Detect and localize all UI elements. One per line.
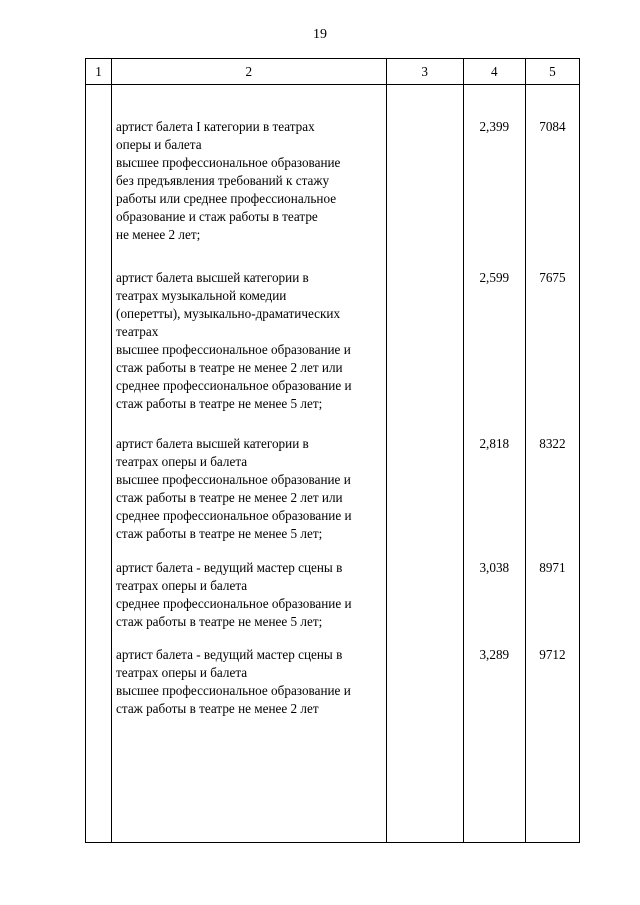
coefficient-cell bbox=[463, 85, 525, 843]
position-entry bbox=[112, 118, 386, 269]
column-header-1: 1 bbox=[86, 59, 112, 85]
coefficient-entry bbox=[464, 559, 525, 646]
column-header-3: 3 bbox=[386, 59, 463, 85]
salary-entry bbox=[526, 559, 579, 646]
position-entry bbox=[112, 559, 386, 646]
salary-cell bbox=[525, 85, 579, 843]
coefficient-value: 2,399 bbox=[479, 119, 510, 134]
salary-value: 7675 bbox=[539, 270, 566, 285]
coefficient-entry bbox=[464, 435, 525, 559]
salary-value: 8971 bbox=[539, 560, 566, 575]
table-body-row bbox=[86, 85, 580, 843]
salary-entry bbox=[526, 435, 579, 559]
salary-value: 7084 bbox=[539, 119, 566, 134]
position-entry bbox=[112, 646, 386, 736]
salary-entry bbox=[526, 646, 579, 736]
position-description: артист балета - ведущий мастер сцены в театрах оперы и балета высшее профессиональное образование и стаж работы в театре не менее 2 лет bbox=[116, 647, 351, 716]
salary-entry bbox=[526, 269, 579, 435]
salary-value: 9712 bbox=[539, 647, 566, 662]
column-header-5: 5 bbox=[525, 59, 579, 85]
coefficient-value: 2,818 bbox=[479, 436, 510, 451]
coefficient-value: 3,289 bbox=[479, 647, 510, 662]
coefficient-entry bbox=[464, 646, 525, 736]
position-entry bbox=[112, 435, 386, 559]
coefficient-value: 2,599 bbox=[479, 270, 510, 285]
table-header-row bbox=[86, 59, 580, 85]
coefficient-entry bbox=[464, 118, 525, 269]
salary-entry bbox=[526, 118, 579, 269]
position-description: артист балета - ведущий мастер сцены в театрах оперы и балета среднее профессиональное образование и стаж работы в театре не менее 5 лет; bbox=[116, 560, 352, 629]
position-description: артист балета высшей категории в театрах оперы и балета высшее профессиональное образование и стаж работы в театре не менее 2 лет или среднее профессиональное образование и стаж работы в театре не менее 5 лет; bbox=[116, 436, 352, 541]
salary-value: 8322 bbox=[539, 436, 566, 451]
column-3-cell bbox=[386, 85, 463, 843]
position-entry bbox=[112, 269, 386, 435]
page-number: 19 bbox=[313, 27, 327, 42]
description-cell bbox=[112, 85, 387, 843]
position-description: артист балета высшей категории в театрах музыкальной комедии (оперетты), музыкально-драматических театрах высшее профессиональное образование и стаж работы в театре не менее 2 лет или среднее профессиональное образование и стаж работы в театре не менее 5 лет; bbox=[116, 270, 352, 411]
salary-table bbox=[85, 58, 580, 843]
column-1-cell bbox=[86, 85, 112, 843]
column-header-4: 4 bbox=[463, 59, 525, 85]
coefficient-value: 3,038 bbox=[479, 560, 510, 575]
coefficient-entry bbox=[464, 269, 525, 435]
position-description: артист балета I категории в театрах оперы и балета высшее профессиональное образование без предъявления требований к стажу работы или среднее профессиональное образование и стаж работы в театре не менее 2 лет; bbox=[116, 119, 341, 242]
column-header-2: 2 bbox=[112, 59, 387, 85]
